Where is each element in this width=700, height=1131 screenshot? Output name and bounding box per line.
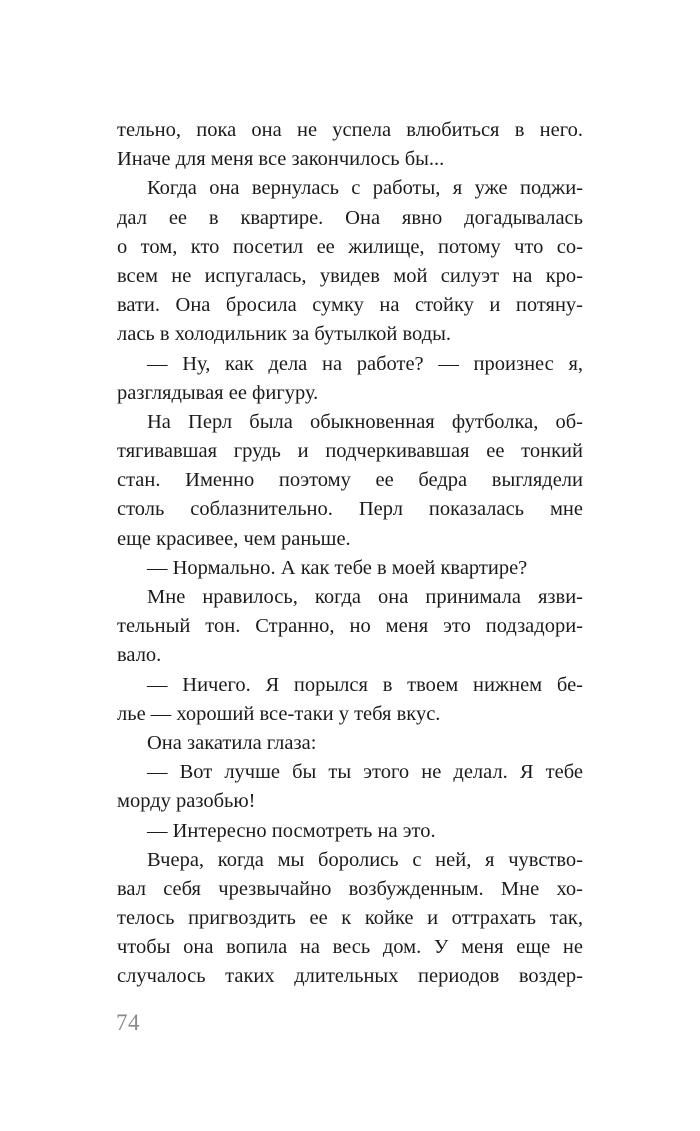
text-line: Она закатила глаза: [147,731,317,754]
text-line: о том, кто посетил ее жилище, потому что со- [117,235,583,258]
body-text [117,116,583,992]
page-number: 74 [116,1010,140,1035]
text-line: тельно, пока она не успела влюбиться в него. [117,119,583,141]
text-line: — Ничего. Я порылся в твоем нижнем бе- [147,673,583,696]
text-line: вало. [117,644,162,667]
text-line: Иначе для меня все закончилось бы... [117,148,445,171]
text-line: лье — хороший все-таки у тебя вкус. [117,702,441,725]
text-line: Вчера, когда мы боролись с ней, я чувство- [147,848,583,871]
text-line: чтобы она вопила на весь дом. У меня еще не [117,936,583,959]
text-line: всем не испугалась, увидев мой силуэт на кро- [117,264,583,287]
text-line: тельный тон. Странно, но меня это подзадори- [117,615,583,638]
text-line: — Интересно посмотреть на это. [147,819,436,842]
text-line: телось пригвоздить ее к койке и оттрахать так, [117,907,583,930]
text-line: На Перл была обыкновенная футболка, об- [147,410,583,433]
text-line: морду разобью! [117,790,256,813]
text-line: — Нормально. А как тебе в моей квартире? [147,556,528,579]
text-line: разглядывая ее фигуру. [117,381,319,404]
text-line: Мне нравилось, когда она принимала язви- [147,586,583,608]
text-line: — Вот лучше бы ты этого не делал. Я тебе [147,761,583,784]
text-line: вати. Она бросила сумку на стойку и потяну- [117,294,583,317]
text-line: лась в холодильник за бутылкой воды. [117,323,452,346]
text-line: вал себя чрезвычайно возбужденным. Мне хо- [117,877,583,900]
text-line: — Ну, как дела на работе? — произнес я, [147,352,583,375]
text-line: стан. Именно поэтому ее бедра выглядели [117,469,583,492]
text-line: Когда она вернулась с работы, я уже поджи- [147,177,583,200]
text-line: тягивавшая грудь и подчеркивавшая ее тонкий [117,440,583,463]
text-line: случалось таких длительных периодов воздер- [117,965,583,988]
text-line: столь соблазнительно. Перл показалась мне [117,498,583,521]
text-line: еще красивее, чем раньше. [117,527,351,550]
text-line: дал ее в квартире. Она явно догадывалась [117,206,583,229]
